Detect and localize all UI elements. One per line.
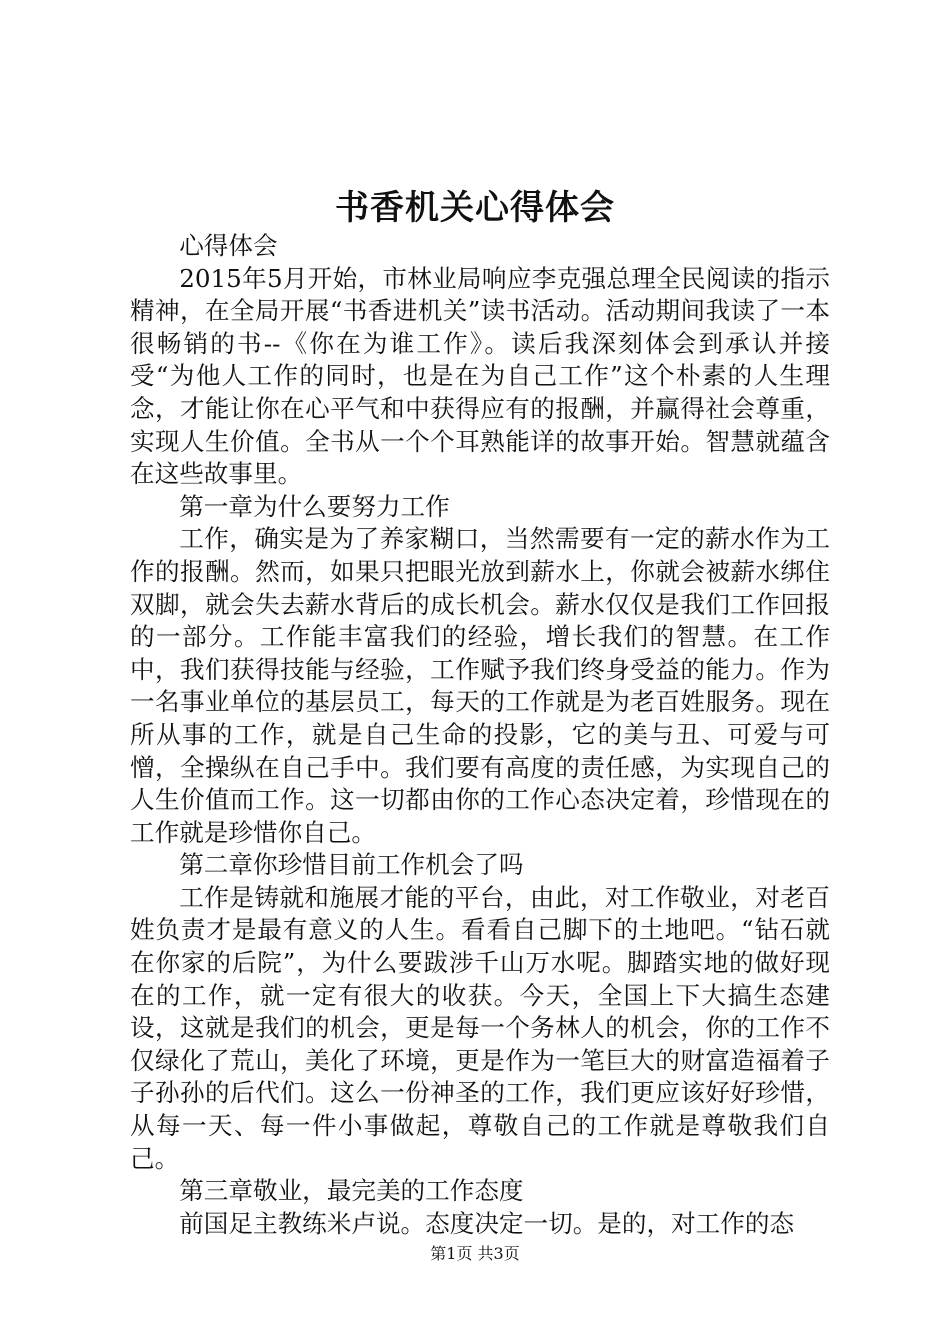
document-title: 书香机关心得体会: [335, 188, 615, 228]
paragraph-chapter-1: 工作，确实是为了养家糊口，当然需要有一定的薪水作为工作的报酬。然而，如果只把眼光放到薪水上，你就会被薪水绑住双脚，就会失去薪水背后的成长机会。薪水仅仅是我们工作回报的一部分。工作能丰富我们的经验，增长我们的智慧。在工作中，我们获得技能与经验，工作赋予我们终身受益的能力。作为一名事业单位的基层员工，每天的工作就是为老百姓服务。现在所从事的工作，就是自己生命的投影，它的美与丑、可爱与可憎，全操纵在自己手中。我们要有高度的责任感，为实现自己的人生价值而工作。这一切都由你的工作心态决定着，珍惜现在的工作就是珍惜你自己。: [130, 524, 830, 847]
document-subtitle: 心得体会: [179, 231, 278, 260]
paragraph-chapter-3: 前国足主教练米卢说。态度决定一切。是的，对工作的态: [179, 1208, 795, 1238]
paragraph-intro: 2015年5月开始，市林业局响应李克强总理全民阅读的指示精神，在全局开展“书香进机关”读书活动。活动期间我读了一本很畅销的书--《你在为谁工作》。读后我深刻体会到承认并接受“为他人工作的同时，也是在为自己工作”这个朴素的人生理念，才能让你在心平气和中获得应有的报酬，并赢得社会尊重，实现人生价值。全书从一个个耳熟能详的故事开始。智慧就蕴含在这些故事里。: [130, 263, 830, 489]
page-footer: 第1页 共3页: [430, 1244, 520, 1263]
paragraph-chapter-2: 工作是铸就和施展才能的平台，由此，对工作敬业，对老百姓负责才是最有意义的人生。看看自己脚下的土地吧。“钻石就在你家的后院”，为什么要跋涉千山万水呢。脚踏实地的做好现在的工作，就一定有很大的收获。今天，全国上下大搞生态建设，这就是我们的机会，更是每一个务林人的机会，你的工作不仅绿化了荒山，美化了环境，更是作为一笔巨大的财富造福着子子孙孙的后代们。这么一份神圣的工作，我们更应该好好珍惜，从每一天、每一件小事做起，尊敬自己的工作就是尊敬我们自己。: [130, 882, 830, 1173]
document-body: [130, 230, 830, 1240]
chapter-heading-2: 第二章你珍惜目前工作机会了吗: [179, 850, 524, 880]
chapter-heading-1: 第一章为什么要努力工作: [179, 491, 450, 521]
chapter-heading-3: 第三章敬业，最完美的工作态度: [179, 1176, 524, 1206]
